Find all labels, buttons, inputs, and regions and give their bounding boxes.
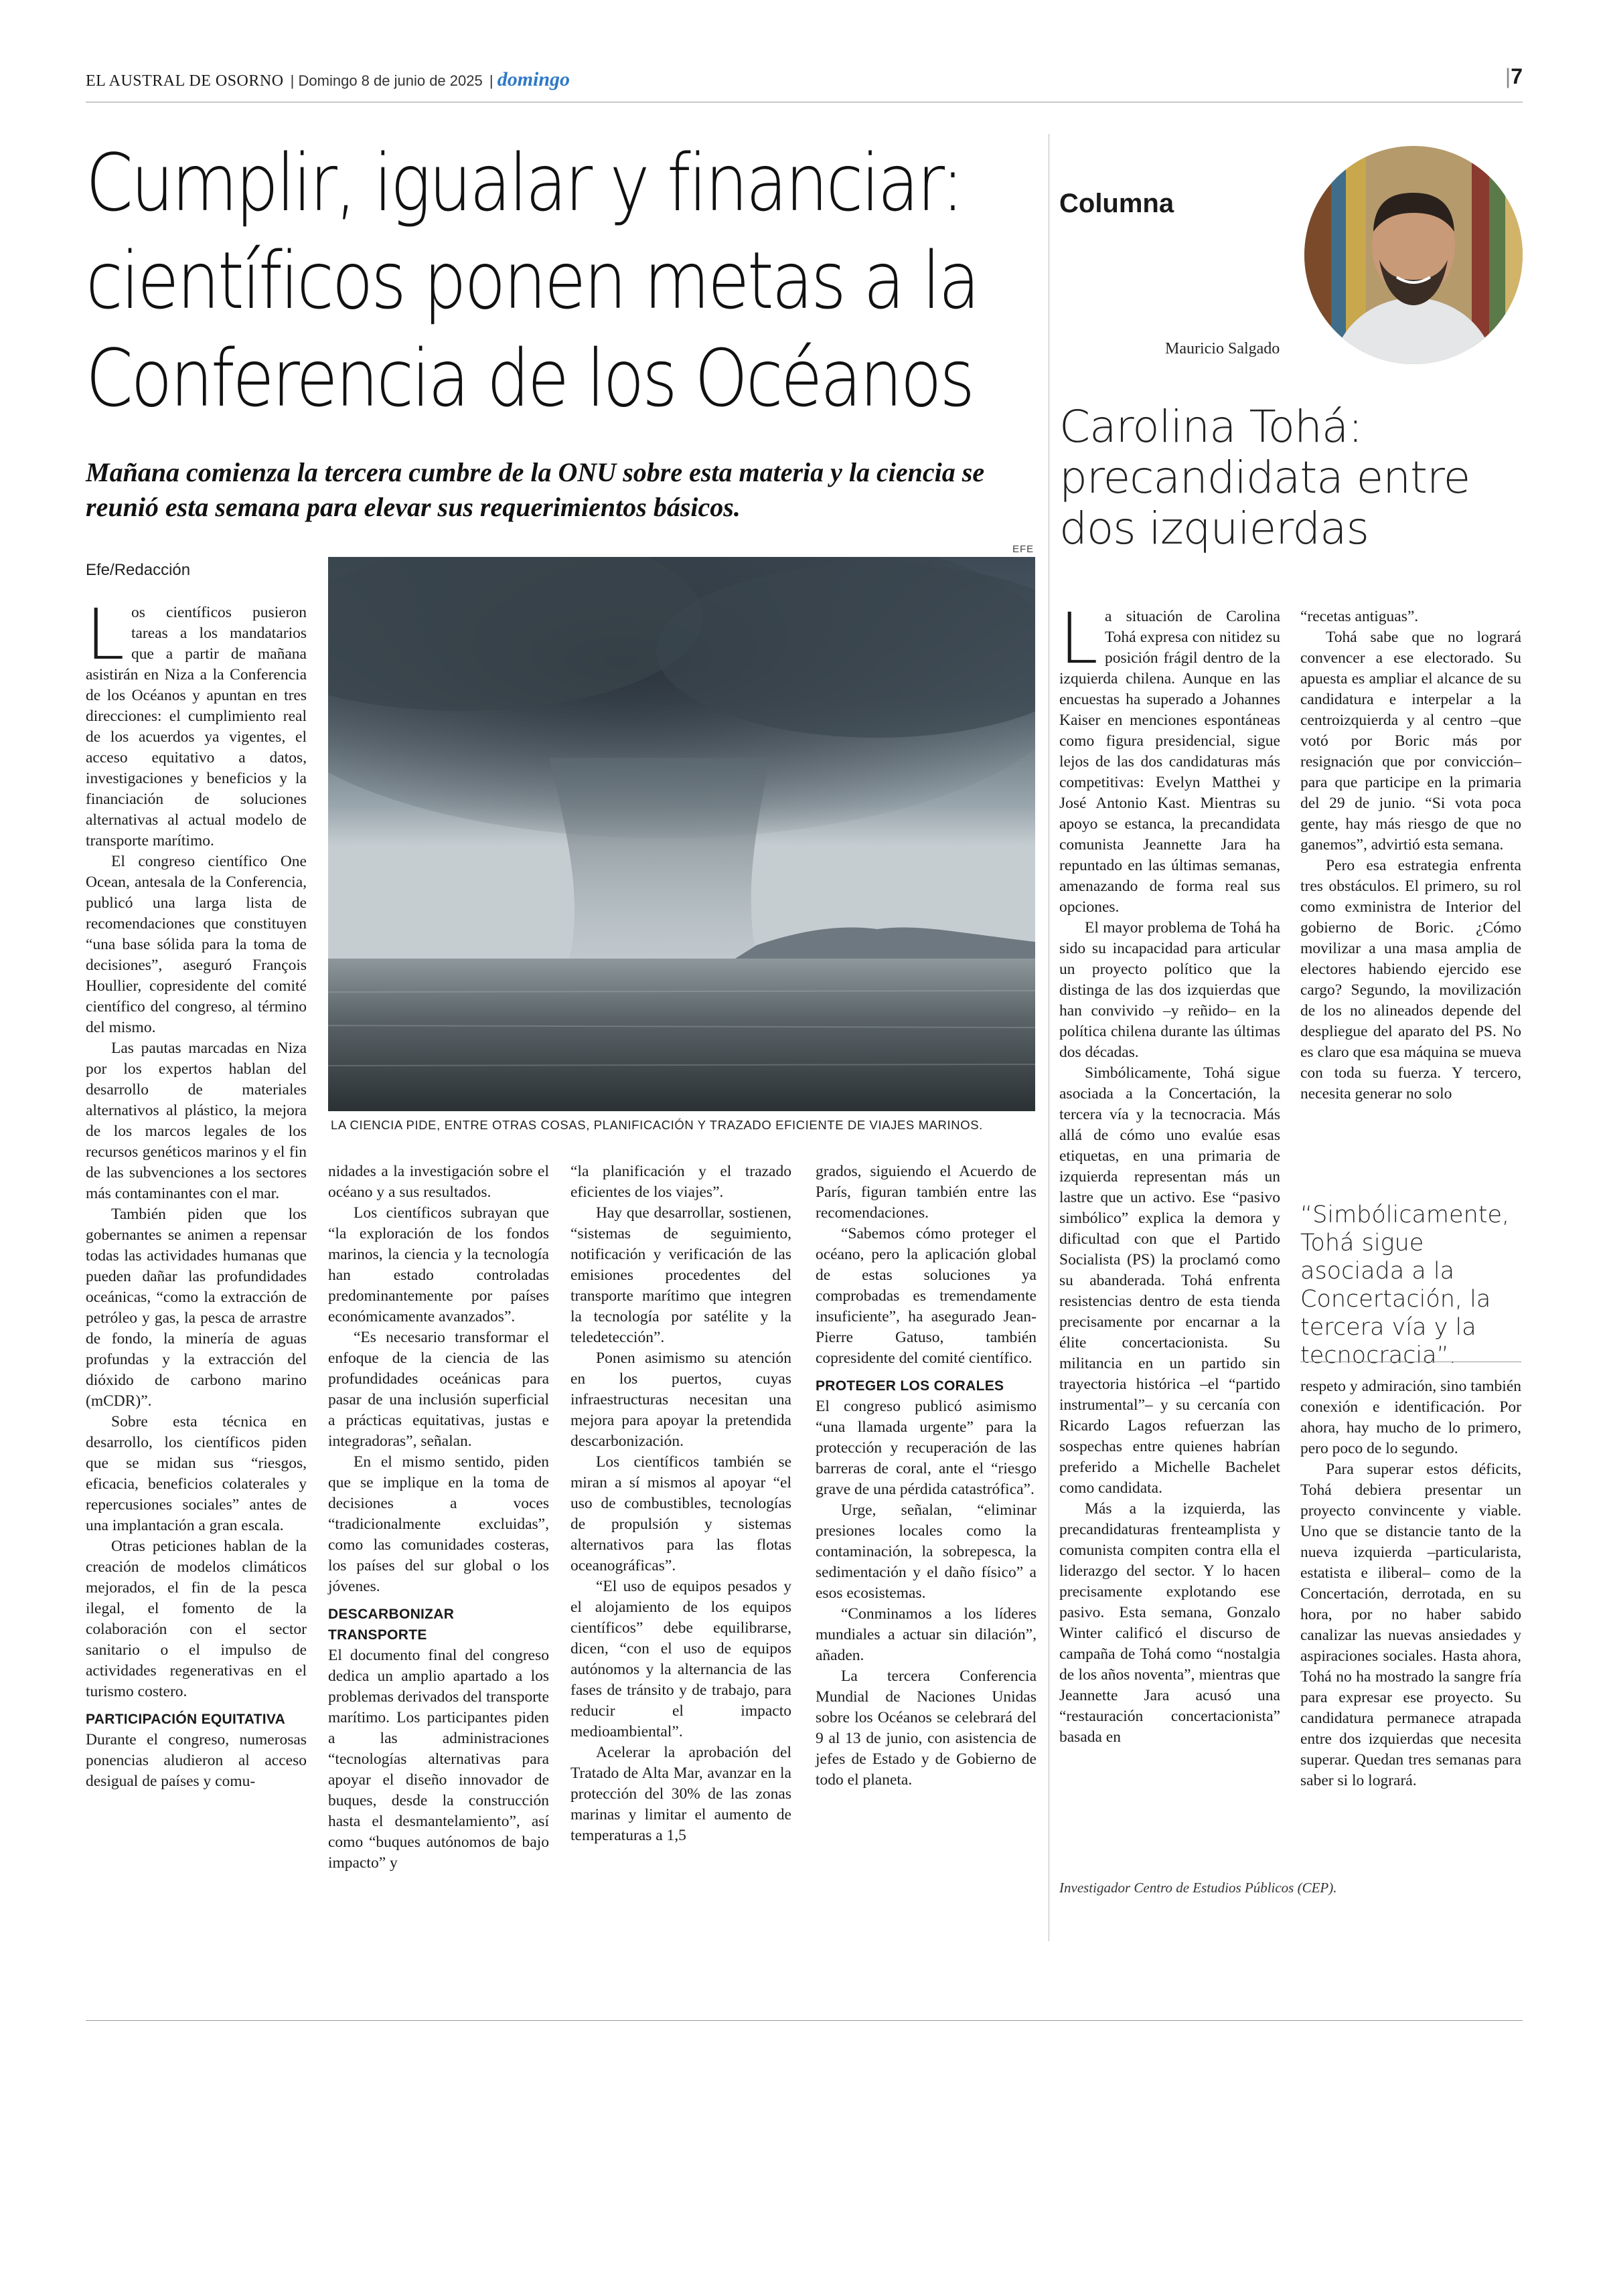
- issue-date: Domingo 8 de junio de 2025: [298, 72, 483, 89]
- author-portrait: [1304, 146, 1523, 364]
- photo-credit: EFE: [1012, 544, 1035, 555]
- section-name: domingo: [497, 68, 570, 90]
- publication-name: EL AUSTRAL DE OSORNO: [86, 72, 284, 90]
- drop-cap: L: [86, 594, 125, 675]
- author-name: Mauricio Salgado: [1165, 340, 1280, 357]
- article-column-4: grados, siguiendo el Acuerdo de París, figuran también entre las recomendaciones. “Sabemos cómo proteger el océano, pero la aplicación global de estas soluciones ya comprobadas es tremendamente insuficiente”, ha asegurado Jean-Pierre Gatuso, también copresidente del comité científico. PROTEGER LOS CORALES El congreso publicó asimismo “una llamada urgente” para la protección y recuperación de las barreras de coral, ante el “riesgo grave de una pérdida catastrófica”. Urge, señalan, “eliminar presiones locales como la contaminación, la sobrepesca, la sedimentación y el daño físico” a esos ecosistemas. “Conminamos a los líderes mundiales a actuar sin dilación”, añaden. La tercera Conferencia Mundial de Naciones Unidas sobre los Océanos se celebrará del 9 al 13 de junio, con asistencia de jefes de Estado y de Gobierno de todo el planeta.: [816, 1163, 1037, 1789]
- subhead-participacion: PARTICIPACIÓN EQUITATIVA: [86, 1712, 286, 1727]
- page-header: EL AUSTRAL DE OSORNO | Domingo 8 de junio de 2025 | domingo |7: [86, 64, 1523, 90]
- page-number: |7: [1505, 64, 1523, 88]
- article-column-2: nidades a la investigación sobre el océano y a sus resultados. Los científicos subrayan que “la exploración de los fondos marinos, la ciencia y la tecnología han estado controladas predominantemente por países económicamente avanzados”. “Es necesario transformar el enfoque de la ciencia de las profundidades oceánicas para pasar de una inclusión superficial a prácticas equitativas, justas e integradoras”, señalan. En el mismo sentido, piden que se implique en la toma de decisiones a voces “tradicionalmente excluidas”, como las comunidades costeras, los países del sur global o los jóvenes. DESCARBONIZAR TRANSPORTE El documento final del congreso dedica un amplio apartado a los problemas derivados del transporte marítimo. Los participantes piden a las administraciones “tecnologías alternativas para apoyar el diseño innovador de buques, desde la construcción hasta el desmantelamiento”, así como “buques autónomos de bajo impacto” y: [328, 1163, 549, 1872]
- column-text-1: La situación de Carolina Tohá expresa con nitidez su posición frágil dentro de la izquierda chilena. Aunque en las encuestas ha superado a Johannes Kaiser en menciones espontáneas como figura presidencial, sigue lejos de las dos candidaturas más competitivas: Evelyn Matthei y José Antonio Kast. Mientras su apoyo se estanca, la precandidata comunista Jeannette Jara ha repuntado en las últimas semanas, amenazando de forma real sus opciones. El mayor problema de Tohá ha sido su incapacidad para articular un proyecto político que la distinga de las dos izquierdas que han convivido –y reñido– en la política chilena durante las últimas dos décadas. Simbólicamente, Tohá sigue asociada a la Concertación, la tercera vía y la tecnocracia. Más allá de cómo uno evalúe esas etiquetas, en una primaria de izquierda representan más un lastre que un activo. Ese “pasivo simbólico” explica la demora y dificultad con que el Partido Socialista (PS) la proclamó como su abanderada. Tohá enfrenta resistencias dentro de esta tienda precisamente por encarnar a la élite concertacionista. Su militancia en un partido sin trayectoria histórica –el “partido instrumental”– y su cercanía con Ricardo Lagos refuerzan las sospechas entre quienes habrían preferido a Michelle Bachelet como candidata. Más a la izquierda, las precandidaturas frenteamplista y comunista compiten contra ella el liderazgo del sector. Y lo hacen precisamente explotando ese pasivo. Esta semana, Gonzalo Winter calificó el discurso de campaña de Tohá como “nostalgia de los años noventa”, mientras que Jeannette Jara acusó una “restauración concertacionista” basada en: [1059, 598, 1280, 1746]
- column-text-3: respeto y admiración, sino también conexión e identificación. Por ahora, hay mucho de lo primero, pero poco de lo segundo. Para superar estos déficits, Tohá debiera presentar un proyecto convincente y viable. Uno que se distancie tanto de la nueva izquierda –particularista, estatista e iliberal– como de la Concertación, derrotada, en su hora, por no haber sabido canalizar las nuevas ansiedades y aspiraciones sociales. Hasta ahora, Tohá no ha mostrado la sangre fría para expresar ese proyecto. Su candidatura permanece atrapada entre dos izquierdas que necesita superar. Quedan tres semanas para saber si lo logrará.: [1300, 1378, 1521, 1789]
- article-deck: Mañana comienza la tercera cumbre de la ONU sobre esta materia y la ciencia se reunió esta semana para elevar sus requerimientos básicos.: [86, 457, 985, 522]
- subhead-descarbonizar: DESCARBONIZAR TRANSPORTE: [328, 1607, 455, 1643]
- column-label: Columna: [1059, 189, 1174, 218]
- photo-caption: LA CIENCIA PIDE, ENTRE OTRAS COSAS, PLANIFICACIÓN Y TRAZADO EFICIENTE DE VIAJES MARINOS.: [331, 1118, 983, 1132]
- column-title: Carolina Tohá: precandidata entre dos izquierdas: [1059, 401, 1470, 554]
- storm-sea-photo: [328, 557, 1035, 1111]
- column-text-2: “recetas antiguas”. Tohá sabe que no logrará convencer a ese electorado. Su apuesta es ampliar el alcance de su candidatura e interpelar a la centroizquierda y al centro –que votó por Boric más por resignación que por convicción– para que participe en la primaria del 29 de junio. “Si vota poca gente, hay más riesgo de que no ganemos”, advirtió esta semana. Pero esa estrategia enfrenta tres obstáculos. El primero, su rol como exministra de Interior del gobierno de Boric. ¿Cómo movilizar a una masa amplia de electores habiendo ejercido ese cargo? Segundo, la movilización de los no alineados depende del despliegue del aparato del PS. No es claro que esa máquina se mueva con toda su fuerza. Y tercero, necesita generar no solo: [1300, 608, 1521, 1102]
- article-headline: Cumplir, igualar y financiar: científicos ponen metas a la Conferencia de los Océanos: [86, 137, 978, 424]
- author-bio: Investigador Centro de Estudios Públicos (CEP).: [1059, 1880, 1337, 1896]
- article-byline: Efe/Redacción: [86, 561, 191, 579]
- subhead-corales: PROTEGER LOS CORALES: [816, 1378, 1004, 1394]
- article-column-3: “la planificación y el trazado eficientes de los viajes”. Hay que desarrollar, sostienen, “sistemas de seguimiento, notificación y verificación de las emisiones procedentes del transporte marítimo que integren la tecnología por satélite y la teledetección”. Ponen asimismo su atención en los puertos, cuyas infraestructuras necesitan una mejora para apoyar la pretendida descarbonización. Los científicos también se miran a sí mismos al apoyar “el uso de combustibles, tecnologías de propulsión y sistemas alternativos para las flotas oceanográficas”. “El uso de equipos pesados y el alojamiento de los equipos científicos” debe equilibrarse, dicen, “con el uso de equipos autónomos y la alternancia de las fases de tránsito y de trabajo, para reducir el impacto medioambiental”. Acelerar la aprobación del Tratado de Alta Mar, avanzar en la protección del 30% de las zonas marinas y limitar el aumento de temperaturas a 1,5: [570, 1163, 791, 1844]
- pull-quote: “Simbólicamente, Tohá sigue asociada a la Concertación, la tercera vía y la tecnocracia”.: [1300, 1202, 1510, 1369]
- article-column-1: Los científicos pusieron tareas a los mandatarios que a partir de mañana asistirán en Niza a la Conferencia de los Océanos y apuntan en tres direcciones: el cumplimiento real de los acuerdos ya vigentes, el acceso equitativo a datos, investigaciones y beneficios y la financiación de soluciones alternativas al actual modelo de transporte marítimo. El congreso científico One Ocean, antesala de la Conferencia, publicó una larga lista de recomendaciones que constituyen “una base sólida para la toma de decisiones”, aseguró François Houllier, copresidente del comité científico del congreso, al término del mismo. Las pautas marcadas en Niza por los expertos hablan del desarrollo de materiales alternativos al plástico, la mejora de los marcos legales de los recursos genéticos marinos y el fin de las subvenciones a los sectores más contaminantes con el mar. También piden que los gobernantes se animen a repensar todas las actividades humanas que pueden dañar las profundidades oceánicas, “como la extracción de petróleo y gas, la pesca de arrastre de fondo, la minería de aguas profundas y la extracción del dióxido de carbono marino (mCDR)”. Sobre esta técnica en desarrollo, los científicos piden que se midan sus “riesgos, eficacia, beneficios colaterales y repercusiones sociales” antes de una implantación a gran escala. Otras peticiones hablan de la creación de modelos climáticos mejorados, el fin de la pesca ilegal, el fomento de la colaboración con el sector sanitario o el impulso de actividades regenerativas en el turismo costero. PARTICIPACIÓN EQUITATIVA Durante el congreso, numerosas ponencias aludieron al acceso desigual de países y comu-: [86, 594, 307, 1790]
- bottom-rule: [86, 2020, 1523, 2021]
- drop-cap: L: [1059, 598, 1098, 679]
